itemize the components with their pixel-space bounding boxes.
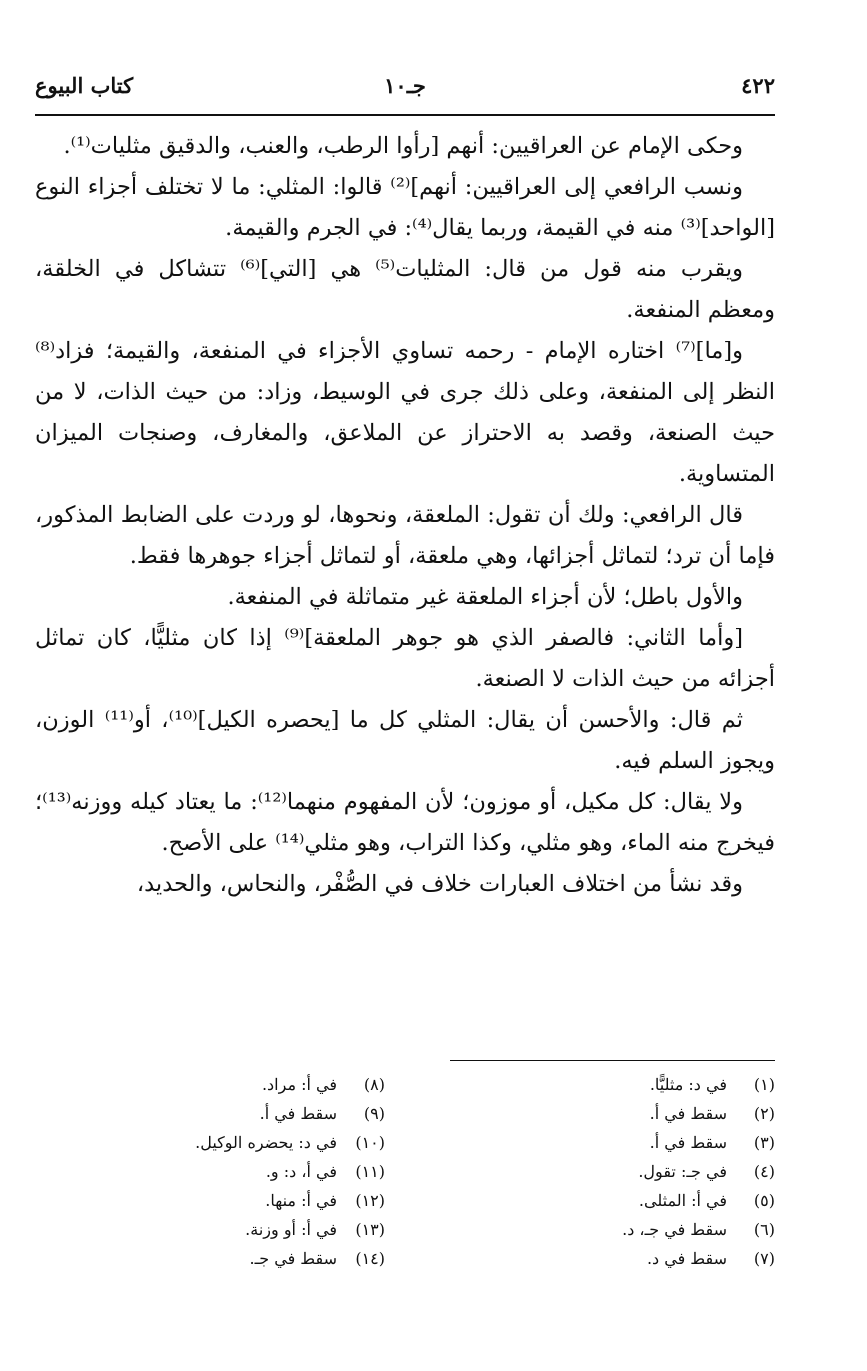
- footnote-number: (١١): [355, 1162, 385, 1181]
- footnote-text: سقط في أ.: [259, 1104, 337, 1123]
- footnote-text: في أ: منها.: [265, 1191, 337, 1210]
- footnote-number: (٤): [753, 1162, 775, 1181]
- footnote-number: (١٣): [355, 1220, 385, 1239]
- footnote-number: (٥): [753, 1191, 775, 1210]
- main-text: [35, 126, 775, 905]
- footnote-text: سقط في أ.: [649, 1133, 727, 1152]
- footnote: [45, 1244, 385, 1273]
- paragraph: والأول باطل؛ لأن أجزاء الملعقة غير متماثلة في المنفعة.: [227, 584, 743, 610]
- footnote: [435, 1070, 775, 1099]
- footnote: [45, 1215, 385, 1244]
- paragraph: [وأما الثاني: فالصفر الذي هو جوهر الملعقة]⁽⁹⁾ إذا كان مثليًّا، كان تماثل أجزائه من حيث الذات لا الصنعة.: [35, 625, 775, 692]
- volume-label: جـ١٠: [384, 73, 426, 98]
- footnote-text: في د: يحضره الوكيل.: [195, 1133, 337, 1152]
- footnote-text: سقط في جـ.: [249, 1249, 337, 1268]
- paragraph: ولا يقال: كل مكيل، أو موزون؛ لأن المفهوم منهما⁽¹²⁾: ما يعتاد كيله ووزنه⁽¹³⁾؛ فيخرج منه الماء، وهو مثلي، وكذا التراب، وهو مثلي⁽¹⁴⁾ على الأصح.: [35, 789, 775, 856]
- footnote-text: في أ: المثلى.: [638, 1191, 727, 1210]
- header-divider: [35, 114, 775, 116]
- paragraph: و[ما]⁽⁷⁾ اختاره الإمام - رحمه تساوي الأجزاء في المنفعة، والقيمة؛ فزاد⁽⁸⁾ النظر إلى المنفعة، وعلى ذلك جرى في الوسيط، وزاد: من حيث الذات، لا من حيث الصنعة، وقصد به الاحتراز عن الملاعق، والمغارف، وصنجات الميزان المتساوية.: [35, 338, 775, 487]
- book-title: كتاب البيوع: [35, 73, 134, 98]
- paragraph: ثم قال: والأحسن أن يقال: المثلي كل ما [يحصره الكيل]⁽¹⁰⁾، أو⁽¹¹⁾ الوزن، ويجوز السلم فيه.: [35, 707, 775, 774]
- footnote-text: في أ، د: و.: [265, 1162, 337, 1181]
- footnote-text: سقط في أ.: [649, 1104, 727, 1123]
- footnote-text: سقط في د.: [646, 1249, 727, 1268]
- footnote: [435, 1128, 775, 1157]
- paragraph: قال الرافعي: ولك أن تقول: الملعقة، ونحوها، لو وردت على الضابط المذكور، فإما أن ترد؛ لتماثل أجزائها، وهي ملعقة، أو لتماثل أجزاء جوهرها فقط.: [35, 502, 775, 569]
- footnote-number: (١٠): [355, 1133, 385, 1152]
- footnote: [45, 1186, 385, 1215]
- footnote-text: في د: مثليًّا.: [649, 1075, 727, 1094]
- footnote-divider: [450, 1060, 775, 1061]
- footnote-number: (٩): [363, 1104, 385, 1123]
- footnote-number: (١٢): [355, 1191, 385, 1210]
- footnote: [435, 1244, 775, 1273]
- running-header: [35, 66, 775, 106]
- footnote-text: في جـ: تقول.: [638, 1162, 727, 1181]
- footnote-text: في أ: مراد.: [261, 1075, 337, 1094]
- paragraph: ونسب الرافعي إلى العراقيين: أنهم]⁽²⁾ قالوا: المثلي: ما لا تختلف أجزاء النوع [الواحد]⁽³⁾ منه في القيمة، وربما يقال⁽⁴⁾: في الجرم والقيمة.: [35, 174, 775, 241]
- footnote-number: (٢): [753, 1104, 775, 1123]
- footnote: [45, 1128, 385, 1157]
- footnote: [435, 1157, 775, 1186]
- footnote-number: (١٤): [355, 1249, 385, 1268]
- footnotes-column-left: [45, 1070, 385, 1273]
- footnote-text: في أ: أو وزنة.: [245, 1220, 337, 1239]
- footnote: [45, 1070, 385, 1099]
- footnote-number: (٧): [753, 1249, 775, 1268]
- paragraph: وحكى الإمام عن العراقيين: أنهم [رأوا الرطب، والعنب، والدقيق مثليات⁽¹⁾.: [63, 133, 743, 159]
- footnote-number: (٨): [363, 1075, 385, 1094]
- page-number: ٤٢٢: [741, 73, 775, 98]
- footnote-text: سقط في جـ، د.: [622, 1220, 727, 1239]
- paragraph: ويقرب منه قول من قال: المثليات⁽⁵⁾ هي [التي]⁽⁶⁾ تتشاكل في الخلقة، ومعظم المنفعة.: [35, 256, 775, 323]
- footnote-number: (٣): [753, 1133, 775, 1152]
- footnote: [45, 1099, 385, 1128]
- footnote-number: (١): [753, 1075, 775, 1094]
- footnote: [435, 1186, 775, 1215]
- paragraph: وقد نشأ من اختلاف العبارات خلاف في الصُّفْر، والنحاس، والحديد،: [136, 871, 743, 897]
- footnote: [45, 1157, 385, 1186]
- footnote: [435, 1099, 775, 1128]
- footnote: [435, 1215, 775, 1244]
- footnotes-column-right: [435, 1070, 775, 1273]
- footnote-number: (٦): [753, 1220, 775, 1239]
